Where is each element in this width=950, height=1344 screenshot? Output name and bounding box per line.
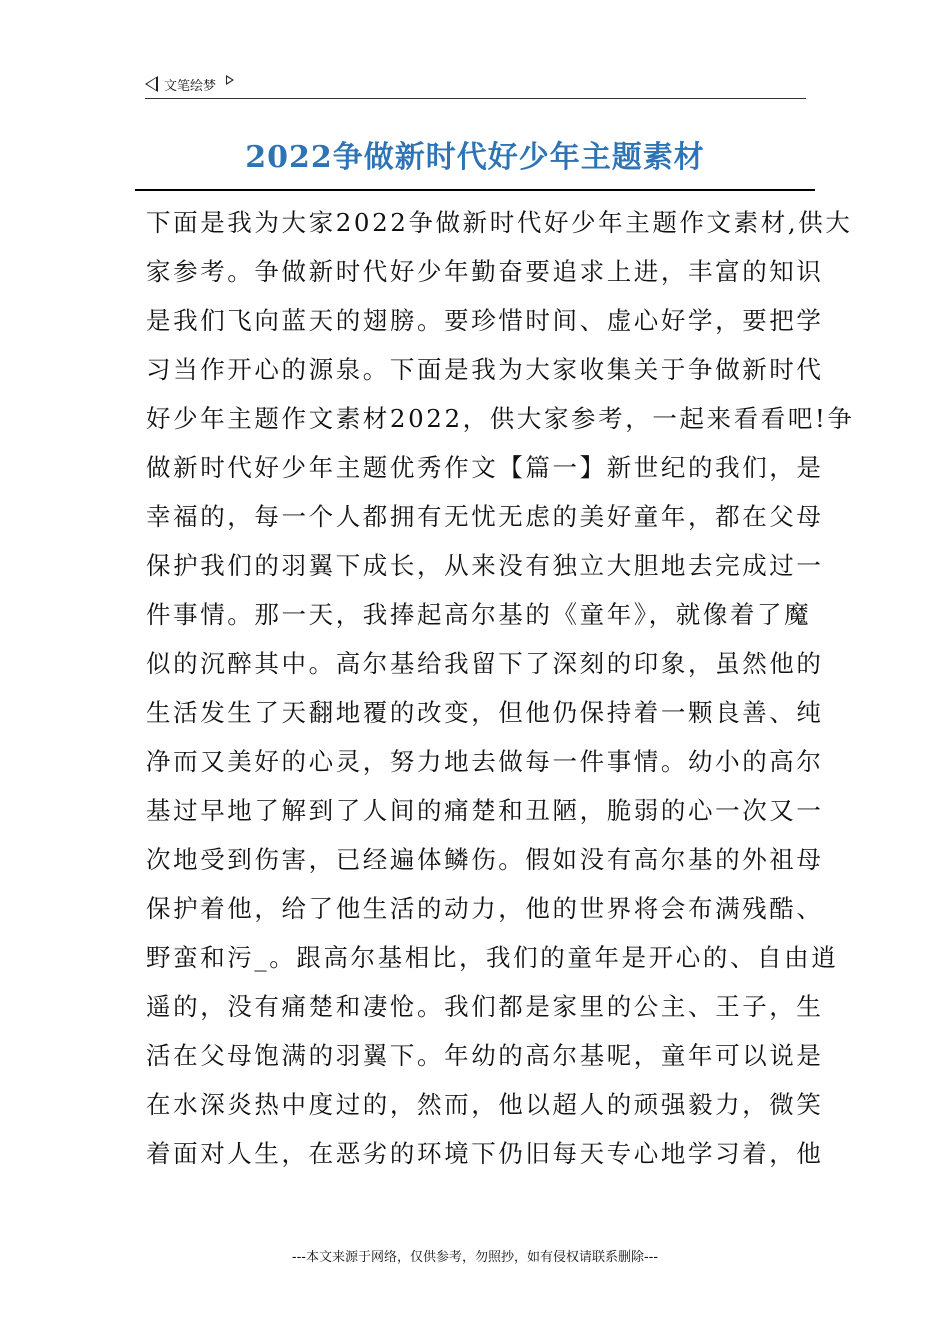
body-line: 件事情。那一天，我捧起高尔基的《童年》，就像着了魔 (146, 600, 812, 629)
body-line: 基过早地了解到了人间的痛楚和丑陋，脆弱的心一次又一 (146, 796, 824, 825)
body-line: 活在父母饱满的羽翼下。年幼的高尔基呢，童年可以说是 (146, 1041, 824, 1070)
body-line: 家参考。争做新时代好少年勤奋要追求上进，丰富的知识 (146, 257, 824, 286)
document-body (146, 198, 855, 1178)
body-line: 做新时代好少年主题优秀作文【篇一】新世纪的我们，是 (146, 453, 824, 482)
header-brand: 文笔绘梦 (164, 78, 217, 94)
body-line: 在水深炎热中度过的，然而，他以超人的顽强毅力，微笑 (146, 1090, 824, 1119)
body-line: 保护着他，给了他生活的动力，他的世界将会布满残酷、 (146, 894, 824, 923)
body-line: 幸福的，每一个人都拥有无忧无虑的美好童年，都在父母 (146, 502, 824, 531)
body-line: 生活发生了天翻地覆的改变，但他仍保持着一颗良善、纯 (146, 698, 824, 727)
body-line: 好少年主题作文素材2022，供大家参考，一起来看看吧!争 (146, 404, 855, 433)
body-line: 着面对人生，在恶劣的环境下仍旧每天专心地学习着，他 (146, 1139, 824, 1168)
body-line: 净而又美好的心灵，努力地去做每一件事情。幼小的高尔 (146, 747, 824, 776)
body-line: 似的沉醉其中。高尔基给我留下了深刻的印象，虽然他的 (146, 649, 824, 678)
body-line: 习当作开心的源泉。下面是我为大家收集关于争做新时代 (146, 355, 824, 384)
page-header (145, 74, 806, 99)
footer-notice: ---本文来源于网络，仅供参考，勿照抄，如有侵权请联系删除--- (291, 1250, 659, 1265)
body-line: 遥的，没有痛楚和凄怆。我们都是家里的公主、王子，生 (146, 992, 824, 1021)
triangle-left-icon (145, 76, 158, 92)
header-brand-row (145, 74, 806, 94)
body-line: 保护我们的羽翼下成长，从来没有独立大胆地去完成过一 (146, 551, 824, 580)
body-line: 次地受到伤害，已经遍体鳞伤。假如没有高尔基的外祖母 (146, 845, 824, 874)
body-line: 下面是我为大家2022争做新时代好少年主题作文素材,供大 (146, 208, 853, 237)
document-title: 2022争做新时代好少年主题素材 (245, 140, 705, 175)
triangle-right-icon (226, 75, 234, 85)
body-line: 是我们飞向蓝天的翅膀。要珍惜时间、虚心好学，要把学 (146, 306, 824, 335)
body-line: 野蛮和污_。跟高尔基相比，我们的童年是开心的、自由逍 (146, 943, 839, 972)
title-divider (135, 189, 815, 191)
